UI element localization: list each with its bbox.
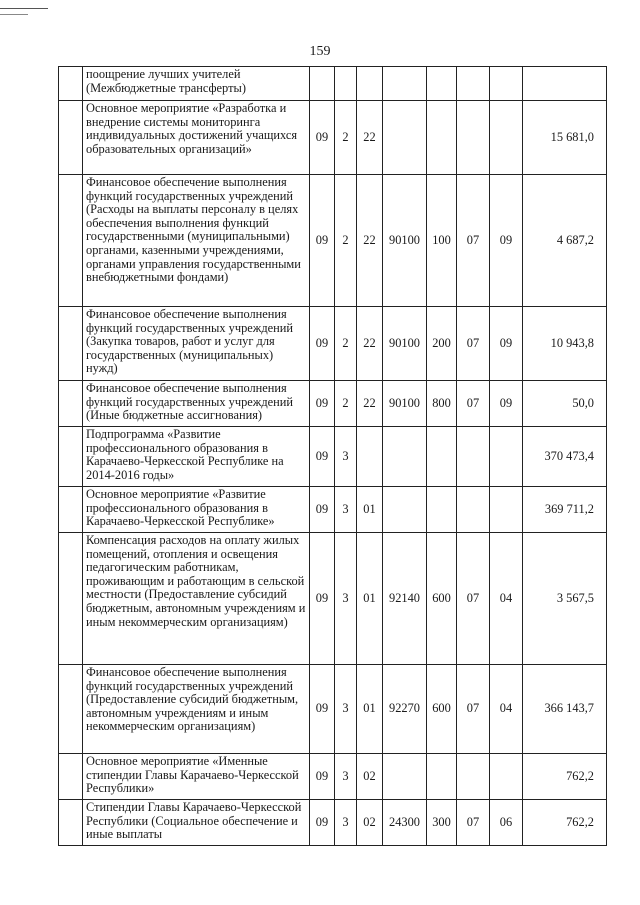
measure-code-cell — [357, 427, 383, 487]
expense-type-code-cell — [427, 487, 457, 533]
amount-cell: 50,0 — [523, 381, 607, 427]
amount-cell: 10 943,8 — [523, 307, 607, 381]
description-cell: Основное мероприятие «Развитие профессионального образования в Карачаево-Черкесской Республике» — [83, 487, 310, 533]
direction-code-cell: 90100 — [383, 175, 427, 307]
expense-type-code-cell: 300 — [427, 800, 457, 846]
subsection-code-cell — [490, 67, 523, 101]
scan-corner-mark-secondary — [0, 14, 28, 15]
table-row — [59, 175, 607, 307]
section-code-cell: 07 — [457, 665, 490, 754]
measure-code-cell: 22 — [357, 381, 383, 427]
subsection-code-cell: 04 — [490, 533, 523, 665]
direction-code-cell — [383, 67, 427, 101]
table-row — [59, 427, 607, 487]
subprogram-code-cell: 3 — [335, 665, 357, 754]
program-code-cell: 09 — [310, 101, 335, 175]
measure-code-cell: 22 — [357, 101, 383, 175]
section-code-cell: 07 — [457, 307, 490, 381]
amount-cell: 4 687,2 — [523, 175, 607, 307]
program-code-cell: 09 — [310, 307, 335, 381]
row-number-cell — [59, 754, 83, 800]
amount-cell: 3 567,5 — [523, 533, 607, 665]
direction-code-cell — [383, 754, 427, 800]
expense-type-code-cell — [427, 101, 457, 175]
description-cell: Компенсация расходов на оплату жилых помещений, отопления и освещения педагогическим работникам, проживающим и работающим в сельской местности (Предоставление субсидий бюджетным, автономным учреждениям и иным некоммерческим организациям) — [83, 533, 310, 665]
program-code-cell: 09 — [310, 665, 335, 754]
measure-code-cell: 22 — [357, 175, 383, 307]
subsection-code-cell — [490, 487, 523, 533]
description-cell: Финансовое обеспечение выполнения функций государственных учреждений (Закупка товаров, работ и услуг для государственных (муниципальных) нужд) — [83, 307, 310, 381]
program-code-cell: 09 — [310, 487, 335, 533]
subsection-code-cell: 04 — [490, 665, 523, 754]
subsection-code-cell — [490, 754, 523, 800]
section-code-cell: 07 — [457, 800, 490, 846]
section-code-cell — [457, 101, 490, 175]
subprogram-code-cell: 3 — [335, 427, 357, 487]
amount-cell: 762,2 — [523, 800, 607, 846]
expense-type-code-cell: 600 — [427, 533, 457, 665]
description-cell: Финансовое обеспечение выполнения функций государственных учреждений (Иные бюджетные ассигнования) — [83, 381, 310, 427]
subprogram-code-cell: 3 — [335, 487, 357, 533]
direction-code-cell — [383, 487, 427, 533]
description-cell: Основное мероприятие «Именные стипендии Главы Карачаево-Черкесской Республики» — [83, 754, 310, 800]
measure-code-cell: 01 — [357, 665, 383, 754]
program-code-cell: 09 — [310, 533, 335, 665]
subprogram-code-cell: 2 — [335, 175, 357, 307]
direction-code-cell: 90100 — [383, 307, 427, 381]
subsection-code-cell: 06 — [490, 800, 523, 846]
direction-code-cell: 92270 — [383, 665, 427, 754]
amount-cell: 369 711,2 — [523, 487, 607, 533]
measure-code-cell: 02 — [357, 800, 383, 846]
subsection-code-cell — [490, 427, 523, 487]
program-code-cell: 09 — [310, 754, 335, 800]
direction-code-cell — [383, 101, 427, 175]
description-cell: Основное мероприятие «Разработка и внедрение системы мониторинга индивидуальных достижений учащихся образовательных организаций» — [83, 101, 310, 175]
expense-type-code-cell: 200 — [427, 307, 457, 381]
description-cell: поощрение лучших учителей (Межбюджетные трансферты) — [83, 67, 310, 101]
row-number-cell — [59, 487, 83, 533]
description-cell: Финансовое обеспечение выполнения функций государственных учреждений (Расходы на выплаты персоналу в целях обеспечения выполнения функций государственными (муниципальными) органами, казенными учреждениями, органами управления государственными внебюджетными фондами) — [83, 175, 310, 307]
subprogram-code-cell: 2 — [335, 381, 357, 427]
row-number-cell — [59, 427, 83, 487]
row-number-cell — [59, 67, 83, 101]
amount-cell: 762,2 — [523, 754, 607, 800]
measure-code-cell: 01 — [357, 487, 383, 533]
subsection-code-cell: 09 — [490, 175, 523, 307]
subsection-code-cell — [490, 101, 523, 175]
measure-code-cell: 02 — [357, 754, 383, 800]
table-row — [59, 381, 607, 427]
section-code-cell — [457, 487, 490, 533]
budget-table-body — [59, 67, 607, 846]
table-row — [59, 665, 607, 754]
subprogram-code-cell: 2 — [335, 101, 357, 175]
expense-type-code-cell: 100 — [427, 175, 457, 307]
row-number-cell — [59, 665, 83, 754]
table-row — [59, 487, 607, 533]
description-cell: Подпрограмма «Развитие профессионального образования в Карачаево-Черкесской Республике на 2014-2016 годы» — [83, 427, 310, 487]
measure-code-cell — [357, 67, 383, 101]
program-code-cell: 09 — [310, 427, 335, 487]
subprogram-code-cell: 3 — [335, 533, 357, 665]
subprogram-code-cell: 3 — [335, 754, 357, 800]
section-code-cell: 07 — [457, 175, 490, 307]
expense-type-code-cell — [427, 67, 457, 101]
expense-type-code-cell — [427, 754, 457, 800]
section-code-cell: 07 — [457, 381, 490, 427]
amount-cell: 370 473,4 — [523, 427, 607, 487]
row-number-cell — [59, 533, 83, 665]
section-code-cell — [457, 427, 490, 487]
budget-table — [58, 66, 607, 846]
section-code-cell: 07 — [457, 533, 490, 665]
program-code-cell — [310, 67, 335, 101]
direction-code-cell: 24300 — [383, 800, 427, 846]
page-number: 159 — [309, 44, 331, 59]
table-row — [59, 307, 607, 381]
description-cell: Финансовое обеспечение выполнения функций государственных учреждений (Предоставление субсидий бюджетным, автономным учреждениям и иным некоммерческим организациям) — [83, 665, 310, 754]
subprogram-code-cell — [335, 67, 357, 101]
measure-code-cell: 22 — [357, 307, 383, 381]
section-code-cell — [457, 754, 490, 800]
expense-type-code-cell: 600 — [427, 665, 457, 754]
amount-cell — [523, 67, 607, 101]
amount-cell: 366 143,7 — [523, 665, 607, 754]
program-code-cell: 09 — [310, 381, 335, 427]
direction-code-cell: 92140 — [383, 533, 427, 665]
subsection-code-cell: 09 — [490, 307, 523, 381]
subsection-code-cell: 09 — [490, 381, 523, 427]
description-cell: Стипендии Главы Карачаево-Черкесской Республики (Социальное обеспечение и иные выплаты — [83, 800, 310, 846]
table-row — [59, 67, 607, 101]
table-row — [59, 754, 607, 800]
subprogram-code-cell: 3 — [335, 800, 357, 846]
table-row — [59, 800, 607, 846]
row-number-cell — [59, 800, 83, 846]
direction-code-cell — [383, 427, 427, 487]
table-row — [59, 101, 607, 175]
measure-code-cell: 01 — [357, 533, 383, 665]
program-code-cell: 09 — [310, 800, 335, 846]
row-number-cell — [59, 175, 83, 307]
scan-corner-mark — [0, 8, 48, 9]
expense-type-code-cell — [427, 427, 457, 487]
amount-cell: 15 681,0 — [523, 101, 607, 175]
row-number-cell — [59, 307, 83, 381]
subprogram-code-cell: 2 — [335, 307, 357, 381]
program-code-cell: 09 — [310, 175, 335, 307]
section-code-cell — [457, 67, 490, 101]
row-number-cell — [59, 381, 83, 427]
row-number-cell — [59, 101, 83, 175]
expense-type-code-cell: 800 — [427, 381, 457, 427]
direction-code-cell: 90100 — [383, 381, 427, 427]
table-row — [59, 533, 607, 665]
